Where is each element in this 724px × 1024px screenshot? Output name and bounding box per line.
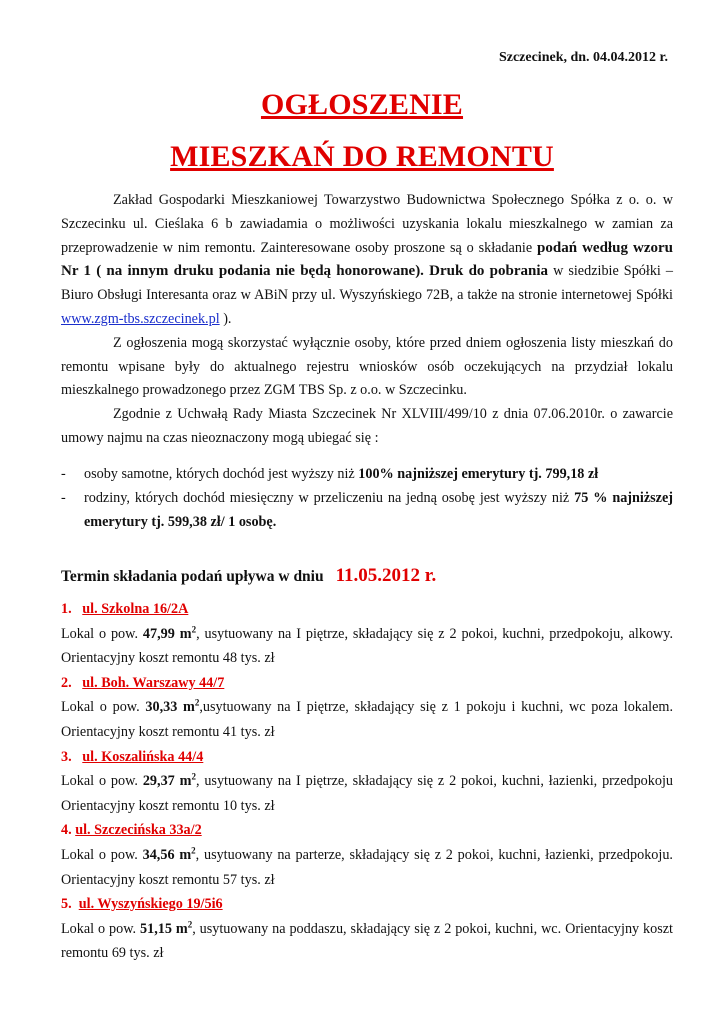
offer-description — [61, 622, 673, 671]
intro-bold-text: podań według wzoru Nr 1 ( na innym druku podania nie będą honorowane). Druk do pobrania — [61, 239, 673, 280]
website-link[interactable]: www.zgm-tbs.szczecinek.pl — [61, 310, 220, 327]
offer-area-sup: 2 — [191, 623, 197, 634]
deadline-date: 11.05.2012 r. — [335, 565, 437, 586]
offer-description — [61, 695, 673, 744]
intro-text-b: w siedzibie Spółki –Biuro Obsługi Interesanta oraz w ABiN przy ul. Wyszyńskiego 72B, a także na stronie internetowej Spółki — [61, 263, 673, 304]
offer-area: 51,15 m — [140, 920, 188, 937]
offer-text: Lokal o pow. — [61, 920, 141, 937]
offer-heading — [61, 745, 673, 770]
document-subtitle: MIESZKAŃ DO REMONTU — [170, 140, 554, 173]
offer-text: , usytuowany na poddaszu, składający się z 2 pokoi, kuchni, wc. Orientacyjny koszt remontu 69 tys. zł — [61, 920, 674, 962]
deadline-label: Termin składania podań upływa w dniu — [61, 568, 324, 585]
offer-number: 5. — [61, 896, 72, 913]
criteria-item — [61, 487, 673, 535]
offer-number: 4. — [61, 822, 72, 839]
criteria-list — [61, 463, 673, 534]
offer-area: 34,56 m — [142, 846, 192, 863]
offer-address: ul. Szczecińska 33a/2 — [75, 822, 202, 839]
criteria-item — [61, 463, 673, 487]
intro-text-c: ). — [219, 310, 232, 327]
offer-heading — [61, 818, 673, 843]
offer-area-sup: 2 — [187, 918, 193, 929]
intro-text-a: Zakład Gospodarki Mieszkaniowej Towarzystwo Budownictwa Społecznego Spółka z o. o. w Szczecinku ul. Cieślaka 6 b zawiadamia o możliwości uzyskania lokalu mieszkalnego w zamian za przeprowadzenie w nim remontu. Zainteresowane osoby proszone są o składanie — [61, 192, 673, 256]
offer-area-sup: 2 — [191, 845, 196, 856]
offer-heading — [61, 892, 673, 917]
offer-description — [61, 769, 673, 818]
offer-description — [61, 843, 673, 892]
document-title: OGŁOSZENIE — [260, 88, 464, 121]
criteria-bold: 75 % najniższej emerytury tj. 599,38 zł/ 1 osobę. — [84, 489, 673, 530]
offer-number: 3. — [61, 748, 72, 765]
intro-paragraph-2: Z ogłoszenia mogą skorzystać wyłącznie osoby, które przed dniem ogłoszenia listy mieszkań do remontu wpisane były do aktualnego rejestru wniosków osób oczekujących na przydział lokalu mieszkalnego prowadzonego przez ZGM TBS Sp. z o.o. w Szczecinku. — [61, 334, 673, 399]
offer-address: ul. Boh. Warszawy 44/7 — [82, 674, 225, 691]
offer-text: , usytuowany na I piętrze, składający się z 2 pokoi, kuchni, łazienki, przedpokoju Orientacyjny koszt remontu 10 tys. zł — [61, 773, 674, 814]
offer-area: 47,99 m — [142, 625, 192, 642]
intro-paragraph-3: Zgodnie z Uchwałą Rady Miasta Szczecinek Nr XLVIII/499/10 z dnia 07.06.2010r. o zawarcie umowy najmu na czas nieoznaczony mogą ubiegać się : — [61, 406, 673, 446]
offer-area: 30,33 m — [145, 699, 195, 716]
offer-area: 29,37 m — [142, 773, 192, 790]
intro-section — [61, 189, 673, 451]
offer-text: ,usytuowany na I piętrze, składający się z 1 pokoju i kuchni, wc poza lokalem. Orientacyjny koszt remontu 41 tys. zł — [61, 699, 673, 740]
intro-paragraph-1 — [61, 189, 673, 332]
criteria-text: osoby samotne, których dochód jest wyższy niż — [84, 466, 359, 482]
offer-text: Lokal o pow. — [61, 846, 143, 863]
offer-address: ul. Szkolna 16/2A — [82, 601, 189, 617]
offer-description — [61, 917, 673, 966]
offer-text: Lokal o pow. — [61, 773, 143, 790]
offer-text: Lokal o pow. — [61, 699, 146, 716]
offer-text: , usytuowany na parterze, składający się z 2 pokoi, kuchni, łazienki, przedpokoju. Orientacyjny koszt remontu 57 tys. zł — [61, 846, 673, 888]
offer-area-sup: 2 — [191, 771, 196, 782]
offer-text: Lokal o pow. — [61, 625, 143, 642]
offer-area-sup: 2 — [194, 697, 200, 708]
deadline-line — [61, 565, 436, 587]
offer-text: , usytuowany na I piętrze, składający się z 2 pokoi, kuchni, przedpokoju, alkowy. Orientacyjny koszt remontu 48 tys. zł — [61, 625, 674, 667]
offer-number: 1. — [61, 601, 72, 617]
offer-heading — [61, 671, 673, 696]
offer-address: ul. Wyszyńskiego 19/5i6 — [78, 896, 223, 913]
offer-address: ul. Koszalińska 44/4 — [82, 748, 204, 765]
document-date: Szczecinek, dn. 04.04.2012 r. — [498, 50, 668, 65]
offers-list — [61, 597, 673, 966]
list-dash: - — [61, 466, 66, 482]
criteria-text: rodziny, których dochód miesięczny w przeliczeniu na jedną osobę jest wyższy niż — [84, 489, 575, 506]
criteria-bold: 100% najniższej emerytury tj. 799,18 zł — [358, 466, 599, 482]
list-dash: - — [61, 489, 66, 506]
offer-number: 2. — [61, 674, 72, 691]
offer-heading — [61, 597, 673, 622]
